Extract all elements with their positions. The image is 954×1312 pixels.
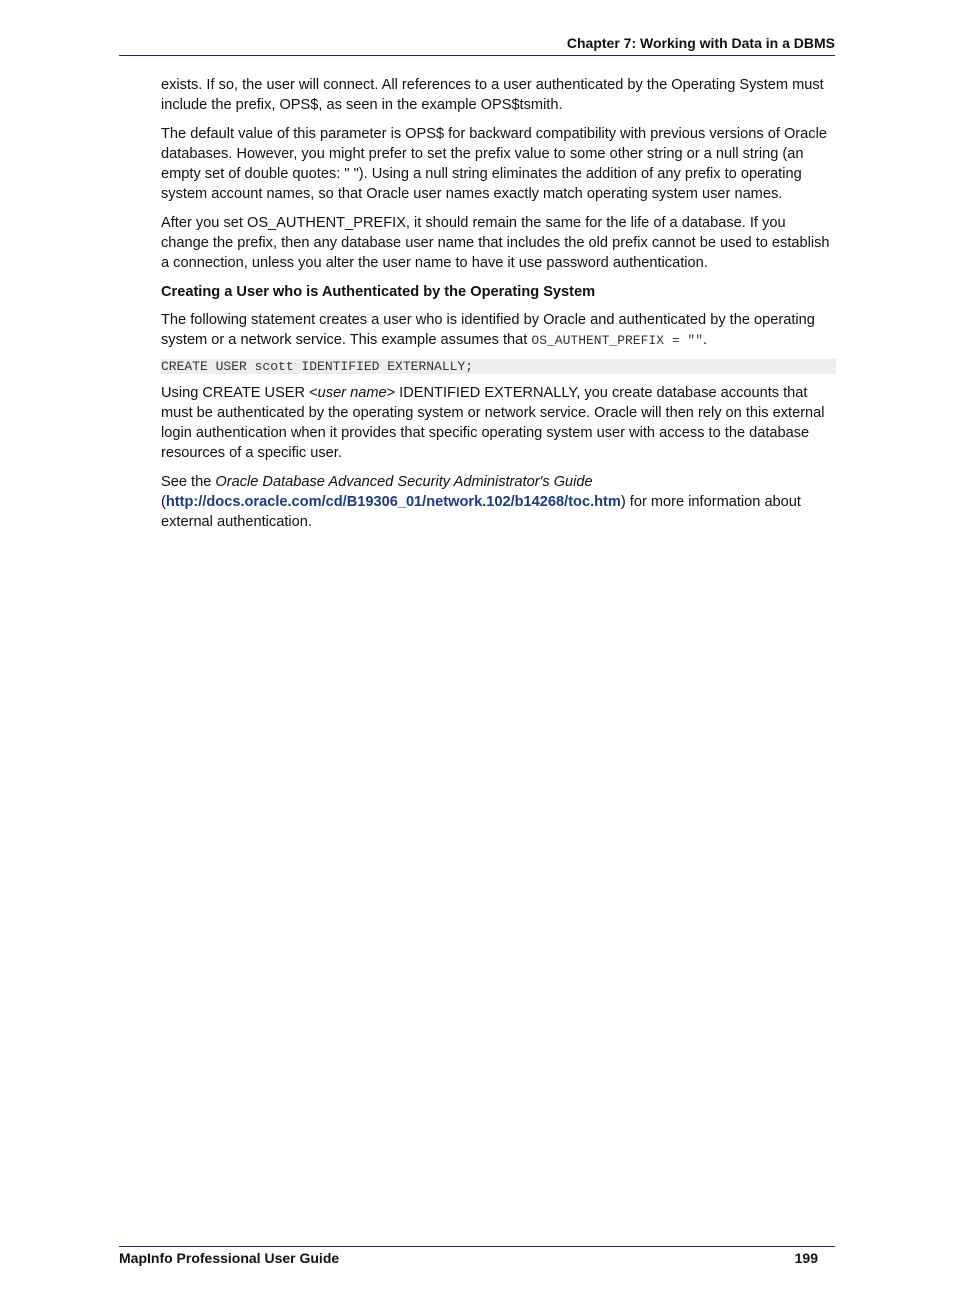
statement-intro-text: The following statement creates a user who is identified by Oracle and authenticated by the operating system or a network service. This example assumes that [161, 312, 815, 348]
guide-link[interactable]: http://docs.oracle.com/cd/B19306_01/network.102/b14268/toc.htm [165, 494, 621, 510]
create-user-after: > IDENTIFIED EXTERNALLY, you create database accounts that must be authenticated by the operating system or network service. Oracle will then rely on this external login authentication when it provides that specific operating system user with access to the database resources of a specific user. [161, 385, 825, 461]
user-name-placeholder: user name [317, 385, 387, 401]
see-after: ) for more information about external authentication. [161, 494, 801, 530]
guide-title: Oracle Database Advanced Security Administrator's Guide [215, 474, 593, 490]
chapter-title: Chapter 7: Working with Data in a DBMS [566, 35, 835, 51]
code-block: CREATE USER scott IDENTIFIED EXTERNALLY; [161, 359, 836, 374]
page-content [161, 75, 836, 541]
see-before: See the [161, 474, 216, 490]
page-header [119, 33, 835, 56]
inline-code-prefix: OS_AUTHENT_PREFIX = "" [531, 333, 704, 348]
open-paren: ( [161, 494, 166, 510]
section-heading: Creating a User who is Authenticated by the Operating System [161, 284, 596, 300]
statement-intro-end: . [703, 332, 708, 348]
paragraph-after-set: After you set OS_AUTHENT_PREFIX, it should remain the same for the life of a database. If you change the prefix, then any database user name that includes the old prefix cannot be used to establish a connection, unless you alter the user name to have it use password authentication. [161, 215, 830, 271]
paragraph-see-guide [161, 472, 836, 532]
page-number: 199 [794, 1250, 818, 1266]
paragraph-statement-intro [161, 310, 836, 351]
paragraph-prefix-intro: exists. If so, the user will connect. All references to a user authenticated by the Operating System must include the prefix, OPS$, as seen in the example OPS$tsmith. [161, 77, 824, 113]
create-user-before: Using CREATE USER < [161, 385, 318, 401]
page-footer [119, 1246, 835, 1266]
guide-name: MapInfo Professional User Guide [119, 1250, 340, 1266]
paragraph-default-value: The default value of this parameter is OPS$ for backward compatibility with previous versions of Oracle databases. However, you might prefer to set the prefix value to some other string or a null string (an empty set of double quotes: " "). Using a null string eliminates the addition of any prefix to operating system account names, so that Oracle user names exactly match operating system user names. [161, 126, 827, 202]
paragraph-create-user [161, 383, 836, 463]
